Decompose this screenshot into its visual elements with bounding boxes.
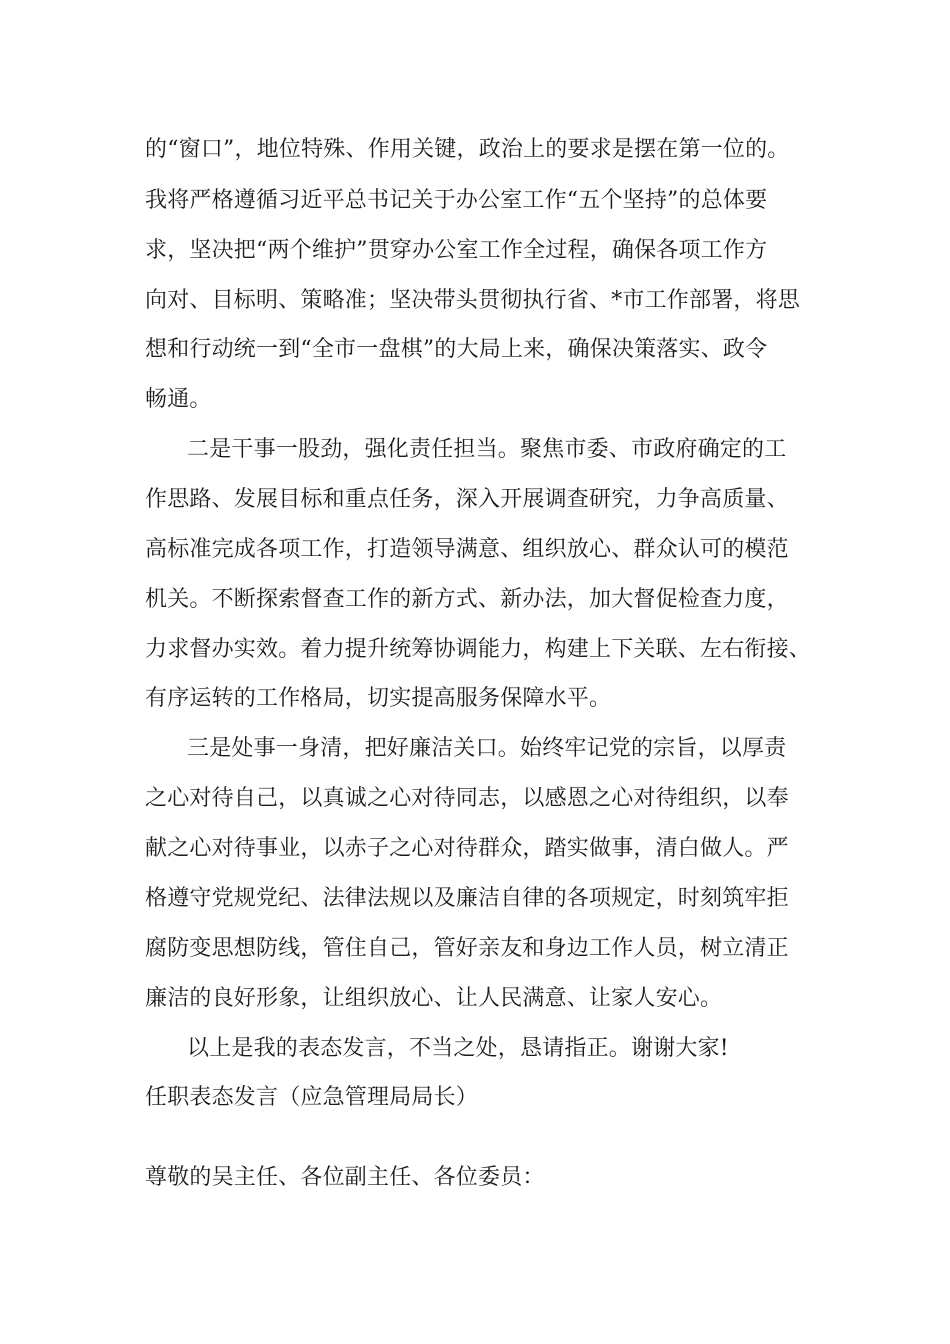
paragraph-line: 作思路、发展目标和重点任务，深入开展调查研究，力争高质量、 [145, 487, 789, 512]
paragraph-line: 献之心对待事业，以赤子之心对待群众，踏实做事，清白做人。严 [145, 836, 789, 861]
paragraph-line: 力求督办实效。着力提升统筹协调能力，构建上下关联、左右衔接、 [145, 637, 812, 662]
paragraph-line: 的“窗口”，地位特殊、作用关键，政治上的要求是摆在第一位的。 [145, 137, 790, 162]
paragraph-line: 廉洁的良好形象，让组织放心、让人民满意、让家人安心。 [145, 986, 723, 1011]
paragraph-line: 三是处事一身清，把好廉洁关口。始终牢记党的宗旨，以厚责 [187, 736, 787, 761]
paragraph-line: 畅通。 [145, 387, 212, 412]
paragraph-line: 求，坚决把“两个维护”贯穿办公室工作全过程，确保各项工作方 [145, 238, 768, 263]
paragraph-line: 向对、目标明、策略准；坚决带头贯彻执行省、*市工作部署，将思 [145, 288, 801, 313]
paragraph-line: 格遵守党规党纪、法律法规以及廉洁自律的各项规定，时刻筑牢拒 [145, 886, 789, 911]
section-title: 任职表态发言（应急管理局局长） [145, 1085, 479, 1110]
paragraph-line: 我将严格遵循习近平总书记关于办公室工作“五个坚持”的总体要 [145, 188, 768, 213]
paragraph-line: 高标准完成各项工作，打造领导满意、组织放心、群众认可的模范 [145, 537, 789, 562]
paragraph-line: 想和行动统一到“全市一盘棋”的大局上来，确保决策落实、政令 [145, 337, 768, 362]
paragraph-line: 以上是我的表态发言，不当之处，恳请指正。谢谢大家! [187, 1036, 729, 1061]
paragraph-line: 机关。不断探索督查工作的新方式、新办法，加大督促检查力度， [145, 587, 789, 612]
paragraph-line: 有序运转的工作格局，切实提高服务保障水平。 [145, 686, 612, 711]
paragraph-line: 之心对待自己，以真诚之心对待同志，以感恩之心对待组织，以奉 [145, 786, 789, 811]
salutation: 尊敬的吴主任、各位副主任、各位委员： [145, 1165, 545, 1190]
paragraph-line: 二是干事一股劲，强化责任担当。聚焦市委、市政府确定的工 [187, 437, 787, 462]
paragraph-line: 腐防变思想防线，管住自己，管好亲友和身边工作人员，树立清正 [145, 936, 789, 961]
